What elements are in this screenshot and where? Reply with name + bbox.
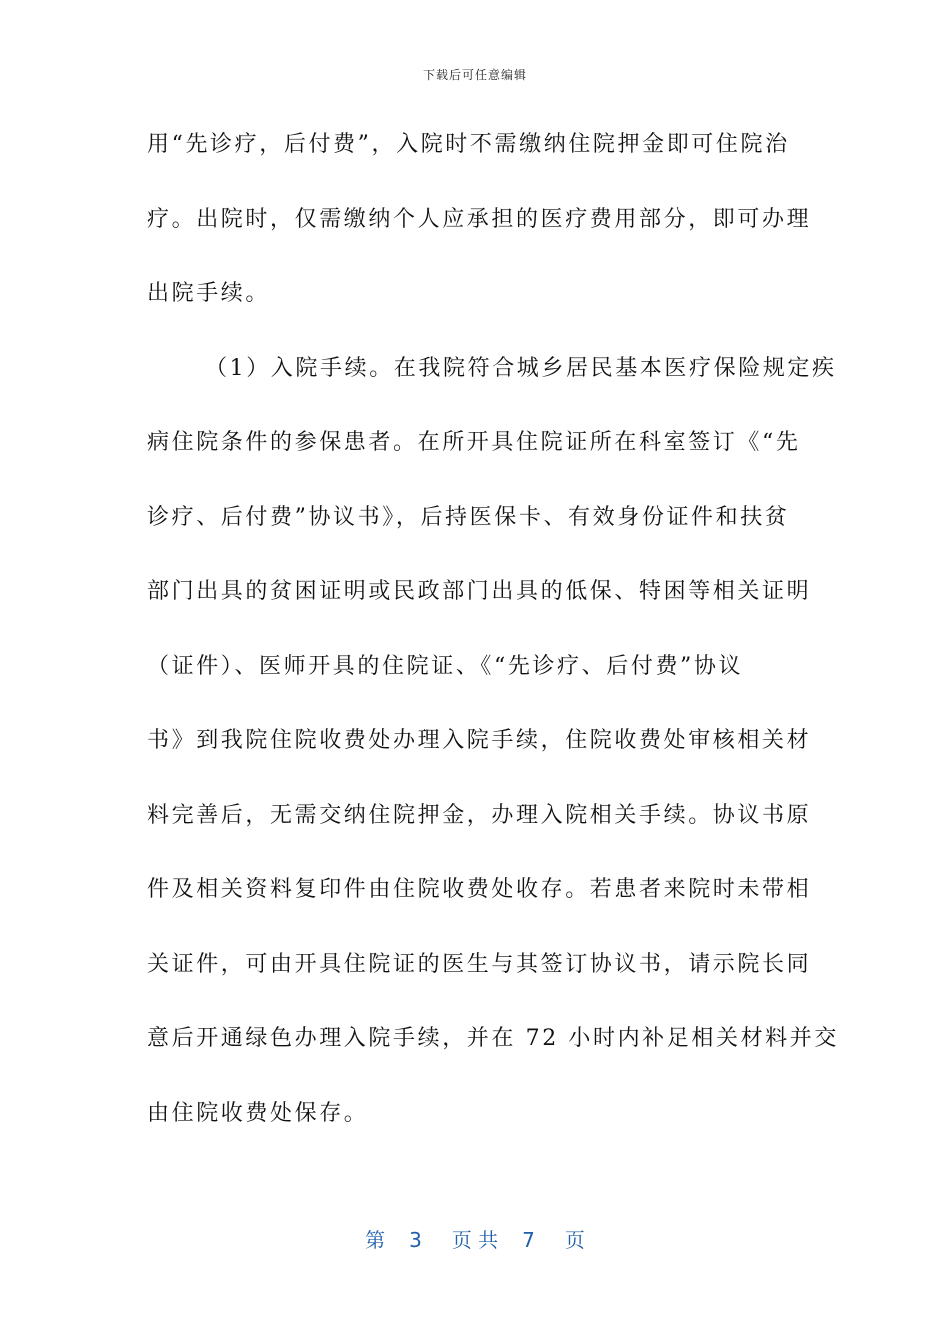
body-line: 病住院条件的参保患者。在所开具住院证所在科室签订《“先 [147, 430, 801, 455]
body-line: 由住院收费处保存。 [147, 1100, 369, 1126]
footer-label-end: 页 [564, 1228, 585, 1252]
body-line: （1）入院手续。在我院符合城乡居民基本医疗保险规定疾 [205, 355, 837, 381]
body-line: 用“先诊疗，后付费”，入院时不需缴纳住院押金即可住院治 [147, 132, 790, 157]
body-line: （证件）、医师开具的住院证、《“先诊疗、后付费”协议 [147, 653, 744, 679]
body-line: 件及相关资料复印件由住院收费处收存。若患者来院时未带相 [147, 877, 812, 902]
body-line: 出院手续。 [147, 281, 271, 306]
body-line: 料完善后，无需交纳住院押金，办理入院相关手续。协议书原 [147, 802, 812, 828]
footer-label-of: 页 共 [451, 1228, 499, 1252]
body-line: 诊疗、后付费”协议书》，后持医保卡、有效身份证件和扶贫 [147, 504, 790, 530]
footer-label-page: 第 [365, 1228, 386, 1252]
page-footer [0, 1224, 950, 1253]
footer-current-page: 3 [409, 1228, 422, 1252]
body-line: 疗。出院时，仅需缴纳个人应承担的医疗费用部分，即可办理 [147, 206, 812, 232]
body-line: 意后开通绿色办理入院手续，并在 72 小时内补足相关材料并交 [147, 1026, 839, 1051]
body-line: 部门出具的贫困证明或民政部门出具的低保、特困等相关证明 [147, 579, 812, 604]
document-body [147, 118, 839, 1161]
body-line: 书》到我院住院收费处办理入院手续，住院收费处审核相关材 [147, 728, 812, 753]
footer-total-pages: 7 [522, 1228, 535, 1252]
header-note: 下载后可任意编辑 [422, 68, 527, 82]
body-line: 关证件，可由开具住院证的医生与其签订协议书，请示院长同 [147, 951, 812, 977]
